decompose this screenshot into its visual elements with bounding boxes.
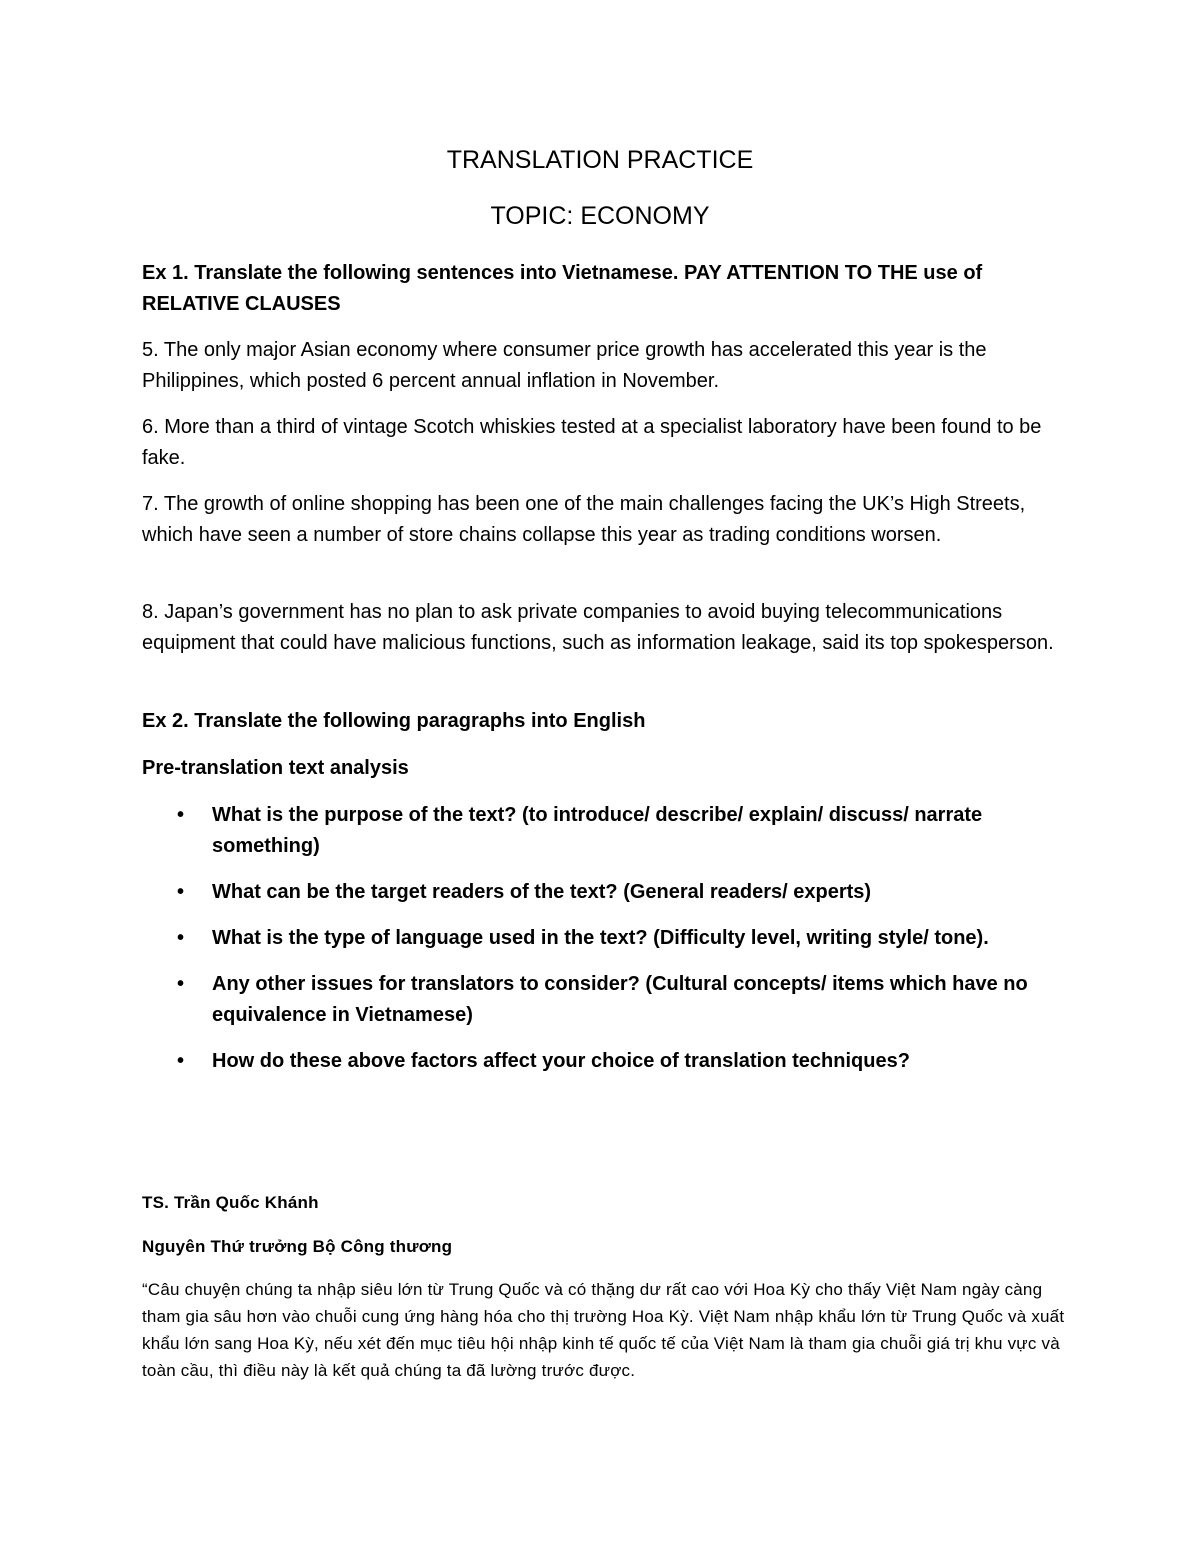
analysis-question bbox=[142, 877, 1077, 908]
bullet-icon: • bbox=[177, 804, 185, 826]
analysis-question-text: What is the purpose of the text? (to introduce/ describe/ explain/ discuss/ narrate something) bbox=[212, 804, 983, 857]
bullet-icon: • bbox=[177, 973, 185, 995]
analysis-question bbox=[142, 1046, 1077, 1077]
analysis-question bbox=[142, 923, 1077, 954]
ex2-subheading: Pre-translation text analysis bbox=[142, 757, 409, 779]
source-author-title: Nguyên Thứ trưởng Bộ Công thương bbox=[142, 1237, 453, 1256]
bullet-icon: • bbox=[177, 927, 185, 949]
analysis-question-list bbox=[142, 800, 1077, 1077]
source-author: TS. Trần Quốc Khánh bbox=[142, 1193, 319, 1212]
analysis-question-text: How do these above factors affect your choice of translation techniques? bbox=[212, 1050, 910, 1072]
analysis-question bbox=[142, 800, 1077, 862]
ex1-item-6: 6. More than a third of vintage Scotch whiskies tested at a specialist laboratory have been found to be fake. bbox=[142, 416, 1042, 469]
source-paragraph: “Câu chuyện chúng ta nhập siêu lớn từ Trung Quốc và có thặng dư rất cao với Hoa Kỳ cho thấy Việt Nam ngày càng tham gia sâu hơn vào chuỗi cung ứng hàng hóa cho thị trường Hoa Kỳ. Việt Nam nhập khẩu lớn từ Trung Quốc và xuất khẩu lớn sang Hoa Kỳ, nếu xét đến mục tiêu hội nhập kinh tế quốc tế của Việt Nam là tham gia chuỗi giá trị khu vực và toàn cầu, thì điều này là kết quả chúng ta đã lường trước được. bbox=[142, 1280, 1065, 1380]
analysis-question bbox=[142, 969, 1077, 1031]
ex1-heading: Ex 1. Translate the following sentences into Vietnamese. PAY ATTENTION TO THE use of RELATIVE CLAUSES bbox=[142, 262, 983, 315]
ex1-item-7: 7. The growth of online shopping has been one of the main challenges facing the UK’s High Streets, which have seen a number of store chains collapse this year as trading conditions worsen. bbox=[142, 493, 1026, 546]
analysis-question-text: What is the type of language used in the text? (Difficulty level, writing style/ tone). bbox=[212, 927, 989, 949]
ex1-item-8: 8. Japan’s government has no plan to ask private companies to avoid buying telecommunications equipment that could have malicious functions, such as information leakage, said its top spokesperson. bbox=[142, 601, 1054, 654]
document-topic: TOPIC: ECONOMY bbox=[490, 202, 710, 230]
analysis-question-text: Any other issues for translators to consider? (Cultural concepts/ items which have no equivalence in Vietnamese) bbox=[212, 973, 1028, 1026]
bullet-icon: • bbox=[177, 1050, 185, 1072]
document-title: TRANSLATION PRACTICE bbox=[446, 146, 754, 174]
ex1-item-5: 5. The only major Asian economy where consumer price growth has accelerated this year is the Philippines, which posted 6 percent annual inflation in November. bbox=[142, 339, 987, 392]
ex2-heading: Ex 2. Translate the following paragraphs into English bbox=[142, 710, 646, 732]
bullet-icon: • bbox=[177, 881, 185, 903]
analysis-question-text: What can be the target readers of the text? (General readers/ experts) bbox=[212, 881, 872, 903]
